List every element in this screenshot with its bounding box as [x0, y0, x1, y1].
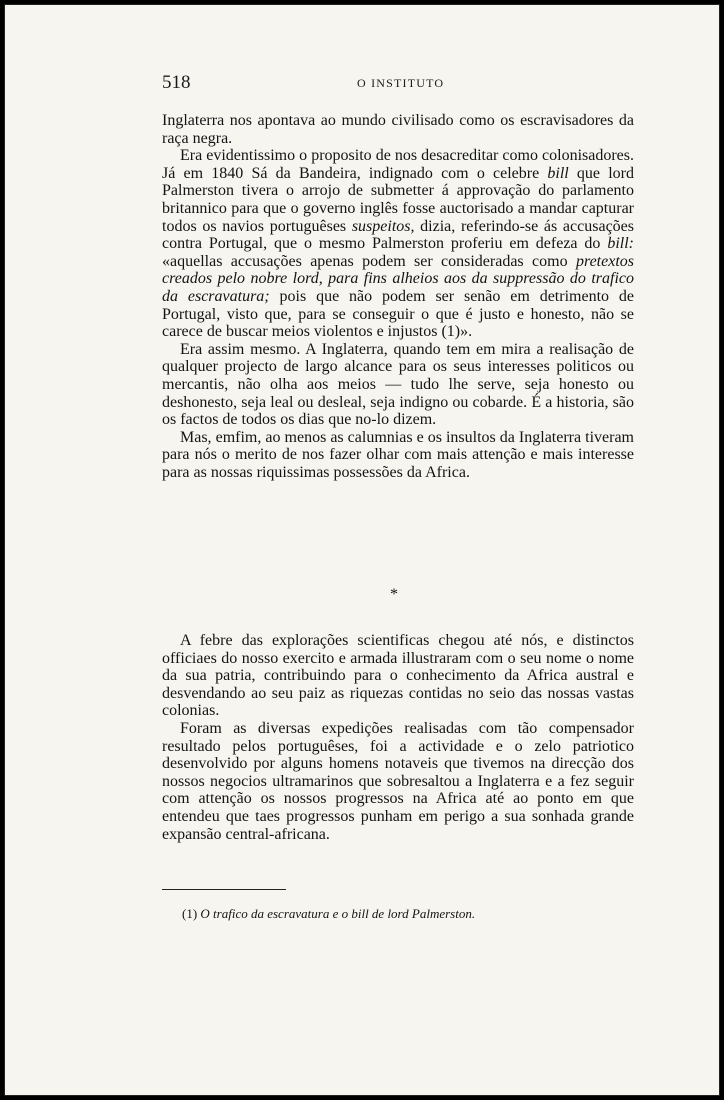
body-text-section-2 — [162, 632, 634, 843]
paragraph: Era assim mesmo. A Inglaterra, quando tem em mira a realisação de qualquer projecto de largo alcance para os seus interesses politicos ou mercantis, não olha aos meios — tudo lhe serve, seja honesto ou deshonesto, seja leal ou desleal, seja indigno ou cobarde. É a historia, são os factos de todos os dias que no-lo dizem. — [162, 340, 634, 429]
footnote-marker: (1) — [182, 906, 198, 921]
running-title: O INSTITUTO — [357, 76, 445, 90]
footnote-text: O trafico da escravatura e o bill de lord Palmerston. — [200, 906, 476, 921]
paragraph: A febre das explorações scientificas chegou até nós, e distinctos officiaes do nosso exercito e armada illustraram com o seu nome o nome da sua patria, contribuindo para o conhecimento da Africa austral e desvendando ao seu paiz as riquezas contidas no seio das nossas vastas colonias. — [162, 632, 634, 720]
section-separator: * — [390, 586, 398, 603]
italic-term: suspeitos, — [351, 217, 415, 235]
italic-term: bill — [547, 164, 569, 182]
paragraph: Mas, emfim, ao menos as calumnias e os insultos da Inglaterra tiveram para nós o merito de nos fazer olhar com mais attenção e mais interesse para as nossas riquissimas possessões da Africa. — [162, 428, 634, 481]
footnote — [182, 906, 622, 922]
page-number: 518 — [162, 72, 191, 93]
italic-quote: pretextos creados pelo nobre lord, para fins alheios aos da suppressão do trafico da escravatura; — [162, 252, 634, 305]
footnote-rule — [162, 889, 286, 890]
paragraph: Era evidentissimo o proposito de nos desacreditar como colonisadores. Já em 1840 Sá da Bandeira, indignado com o celebre bill que lord Palmerston tivera o arrojo de submetter á approvação do parlamento britannico para que o governo inglês fosse auctorisado a mandar capturar todos os navios portuguêses suspeitos, dizia, referindo-se ás accusações contra Portugal, que o mesmo Palmerston proferiu em defeza do bill: «aquellas accusações apenas podem ser consideradas como pretextos creados pelo nobre lord, para fins alheios aos da suppressão do trafico da escravatura; pois que não podem ser senão em detrimento de Portugal, visto que, para se conseguir o que é justo e honesto, não se carece de buscar meios violentos e injustos (1)». — [162, 147, 634, 341]
page-header — [162, 72, 634, 96]
paragraph: Inglaterra nos apontava ao mundo civilisado como os escravisadores da raça negra. — [162, 112, 634, 147]
paragraph: Foram as diversas expedições realisadas com tão compensador resultado pelos portuguêses, foi a actividade e o zelo patriotico desenvolvido por alguns homens notaveis que tivemos na direcção dos nossos negocios ultramarinos que sobresaltou a Inglaterra e a fez seguir com attenção os nossos progressos na Africa até ao ponto em que entendeu que taes progressos punham em perigo a sua sonhada grande expansão central-africana. — [162, 719, 634, 843]
body-text-section-1 — [162, 112, 634, 481]
italic-term: bill: — [607, 235, 634, 253]
